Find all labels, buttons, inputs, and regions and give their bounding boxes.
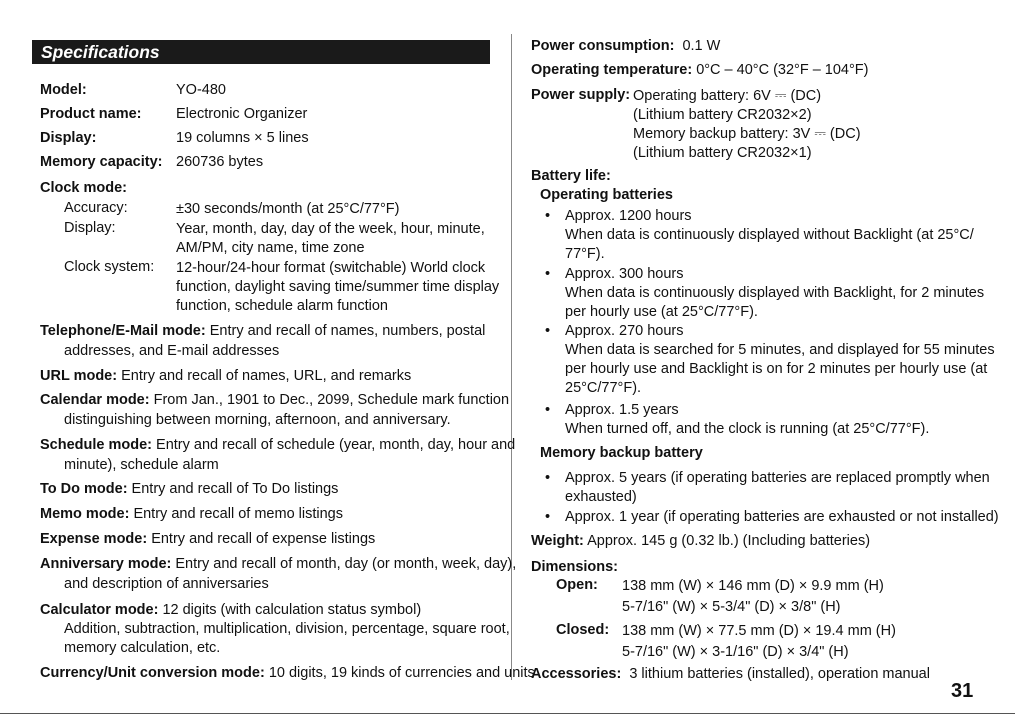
dimensions-open-label: Open: [556,577,598,593]
sub-line: AM/PM, city name, time zone [176,240,365,256]
spec-text: 10 digits, 19 kinds of currencies and units [264,665,535,681]
spec-text: addresses, and E-mail addresses [64,343,280,359]
spec-value: YO-480 [176,82,226,98]
spec-label: To Do mode: [40,481,128,497]
dimension-line: 5-7/16" (W) × 3-1/16" (D) × 3/4" (H) [622,644,849,660]
backup-item-line: exhausted) [565,489,637,505]
spec-label: Display: [40,130,97,146]
spec-label: URL mode: [40,368,118,384]
spec-label: Memo mode: [40,506,130,522]
sub-line: 12-hour/24-hour format (switchable) World clock [176,260,486,276]
spec-value: 0.1 W [682,38,721,54]
backup-item: • Approx. 1 year (if operating batteries are exhausted or not installed) [545,509,999,525]
backup-item: • Approx. 5 years (if operating batteries are replaced promptly when exhausted) [545,470,990,505]
battery-item: • Approx. 270 hours When data is searched for 5 minutes, and displayed for 55 minutes per hourly use and Backlight is on for 2 minutes per hourly use (at 25°C/77°F). [545,323,995,396]
battery-item-line: 25°C/77°F). [565,380,642,396]
spec-label: Calculator mode: [40,602,159,618]
spec-value: 260736 bytes [176,154,264,170]
spec-dimensions [531,559,618,575]
battery-item-first: Approx. 270 hours [565,323,684,339]
spec-value: Approx. 145 g (0.32 lb.) (Including batteries) [583,533,871,549]
spec-label: Product name: [40,106,142,122]
sub-value: ±30 seconds/month (at 25°C/77°F) [176,201,400,217]
dimension-line: 5-7/16" (W) × 5-3/4" (D) × 3/8" (H) [622,599,841,615]
spec-label: Clock mode: [40,180,128,196]
dimension-line: 138 mm (W) × 77.5 mm (D) × 19.4 mm (H) [622,623,896,639]
spec-todo-mode [40,479,495,499]
spec-label: Currency/Unit conversion mode: [40,665,265,681]
sub-label: Accuracy: [64,200,128,216]
battery-item-line: When data is searched for 5 minutes, and displayed for 55 minutes [565,342,995,358]
spec-label: Telephone/E-Mail mode: [40,323,206,339]
sub-line: function, daylight saving time/summer time display [176,279,500,295]
spec-accessories [531,666,930,682]
page-number: 31 [951,680,974,702]
spec-expense-mode [40,529,495,549]
battery-item-line: When data is continuously displayed without Backlight (at 25°C/ [565,227,974,243]
spec-label: Operating temperature: [531,62,693,78]
spec-power-supply-label [531,87,630,103]
spec-value: Electronic Organizer [176,106,308,122]
spec-line: (Lithium battery CR2032×2) [633,107,812,123]
spec-text: distinguishing between morning, afternoon, and anniversary. [64,412,451,428]
sub-label: Clock system: [64,259,155,275]
spec-memo-mode [40,504,495,524]
page-bottom-rule [0,713,1015,714]
spec-text: From Jan., 1901 to Dec., 2099, Schedule mark function [149,392,510,408]
spec-text: minute), schedule alarm [64,457,219,473]
spec-label: Power consumption: [531,38,675,54]
operating-batteries-heading: Operating batteries [540,187,673,203]
spec-label: Anniversary mode: [40,556,172,572]
battery-item-first: Approx. 300 hours [565,266,684,282]
battery-item: • Approx. 300 hours When data is continuously displayed with Backlight, for 2 minutes per hourly use (at 25°C/77°F). [545,266,985,320]
backup-item-first: Approx. 1 year (if operating batteries are exhausted or not installed) [565,509,999,525]
spec-text: Entry and recall of To Do listings [127,481,339,497]
spec-text: Entry and recall of names, numbers, postal [205,323,486,339]
spec-text: Addition, subtraction, multiplication, division, percentage, square root, [64,621,510,637]
spec-weight [531,533,870,549]
spec-calendar-mode [40,390,510,430]
spec-value: 19 columns × 5 lines [176,130,309,146]
spec-line: (Lithium battery CR2032×1) [633,145,812,161]
battery-item-line: 77°F). [565,246,605,262]
spec-text: Entry and recall of schedule (year, month, day, hour and [152,437,516,453]
spec-label: Power supply: [531,87,631,103]
spec-text: 12 digits (with calculation status symbol) [158,602,422,618]
spec-label: Calendar mode: [40,392,150,408]
battery-item-line: When data is continuously displayed with Backlight, for 2 minutes [565,285,985,301]
sub-line: Year, month, day, day of the week, hour, minute, [176,221,485,237]
spec-label: Expense mode: [40,531,148,547]
dimensions-open-values [622,576,884,618]
battery-item-first: Approx. 1200 hours [565,208,692,224]
spec-text: Entry and recall of memo listings [129,506,343,522]
spec-label: Weight: [531,533,584,549]
spec-label: Memory capacity: [40,154,163,170]
spec-text: memory calculation, etc. [64,640,221,656]
spec-label: Schedule mode: [40,437,152,453]
dimensions-closed-values [622,621,896,663]
spec-value: 3 lithium batteries (installed), operation manual [629,666,930,682]
spec-schedule-mode [40,435,516,475]
battery-item-first: Approx. 1.5 years [565,402,679,418]
dimension-line: 138 mm (W) × 146 mm (D) × 9.9 mm (H) [622,578,884,594]
spec-operating-temperature [531,62,868,78]
battery-item: • Approx. 1.5 years When turned off, and the clock is running (at 25°C/77°F). [545,401,975,439]
spec-power-consumption [531,38,720,54]
spec-line: Memory backup battery: 3V ⎓ (DC) [633,126,861,142]
spec-label: Accessories: [531,666,622,682]
backup-item-first: Approx. 5 years (if operating batteries are replaced promptly when [565,470,990,486]
section-header [32,40,490,64]
spec-battery-life [531,168,611,184]
spec-currency-mode [40,663,535,683]
battery-item-line: When turned off, and the clock is running (at 25°C/77°F). [565,421,930,437]
spec-calculator-mode [40,601,510,658]
sub-line: function, schedule alarm function [176,298,388,314]
spec-label: Battery life: [531,168,611,184]
spec-url-mode [40,366,495,386]
spec-text: Entry and recall of names, URL, and remarks [117,368,412,384]
spec-label: Dimensions: [531,559,619,575]
memory-backup-heading: Memory backup battery [540,445,703,461]
spec-power-supply-values [633,87,861,163]
spec-value: 0°C – 40°C (32°F – 104°F) [696,62,869,78]
spec-line: Operating battery: 6V ⎓ (DC) [633,88,822,104]
spec-text: Entry and recall of month, day (or month, week, day), [171,556,517,572]
spec-text: and description of anniversaries [64,576,269,592]
battery-item-line: per hourly use and Backlight is on for 2 minutes per hourly use (at [565,361,988,377]
battery-item: • Approx. 1200 hours When data is continuously displayed without Backlight (at 25°C/ 77°F). [545,208,974,262]
dimensions-closed-label: Closed: [556,622,610,638]
spec-label: Model: [40,82,87,98]
column-divider [511,34,512,680]
spec-text: Entry and recall of expense listings [147,531,376,547]
section-title: Specifications [41,42,160,62]
battery-item-line: per hourly use (at 25°C/77°F). [565,304,758,320]
spec-telephone-mode [40,321,495,361]
spec-anniversary-mode [40,554,517,594]
sub-label: Display: [64,220,116,236]
